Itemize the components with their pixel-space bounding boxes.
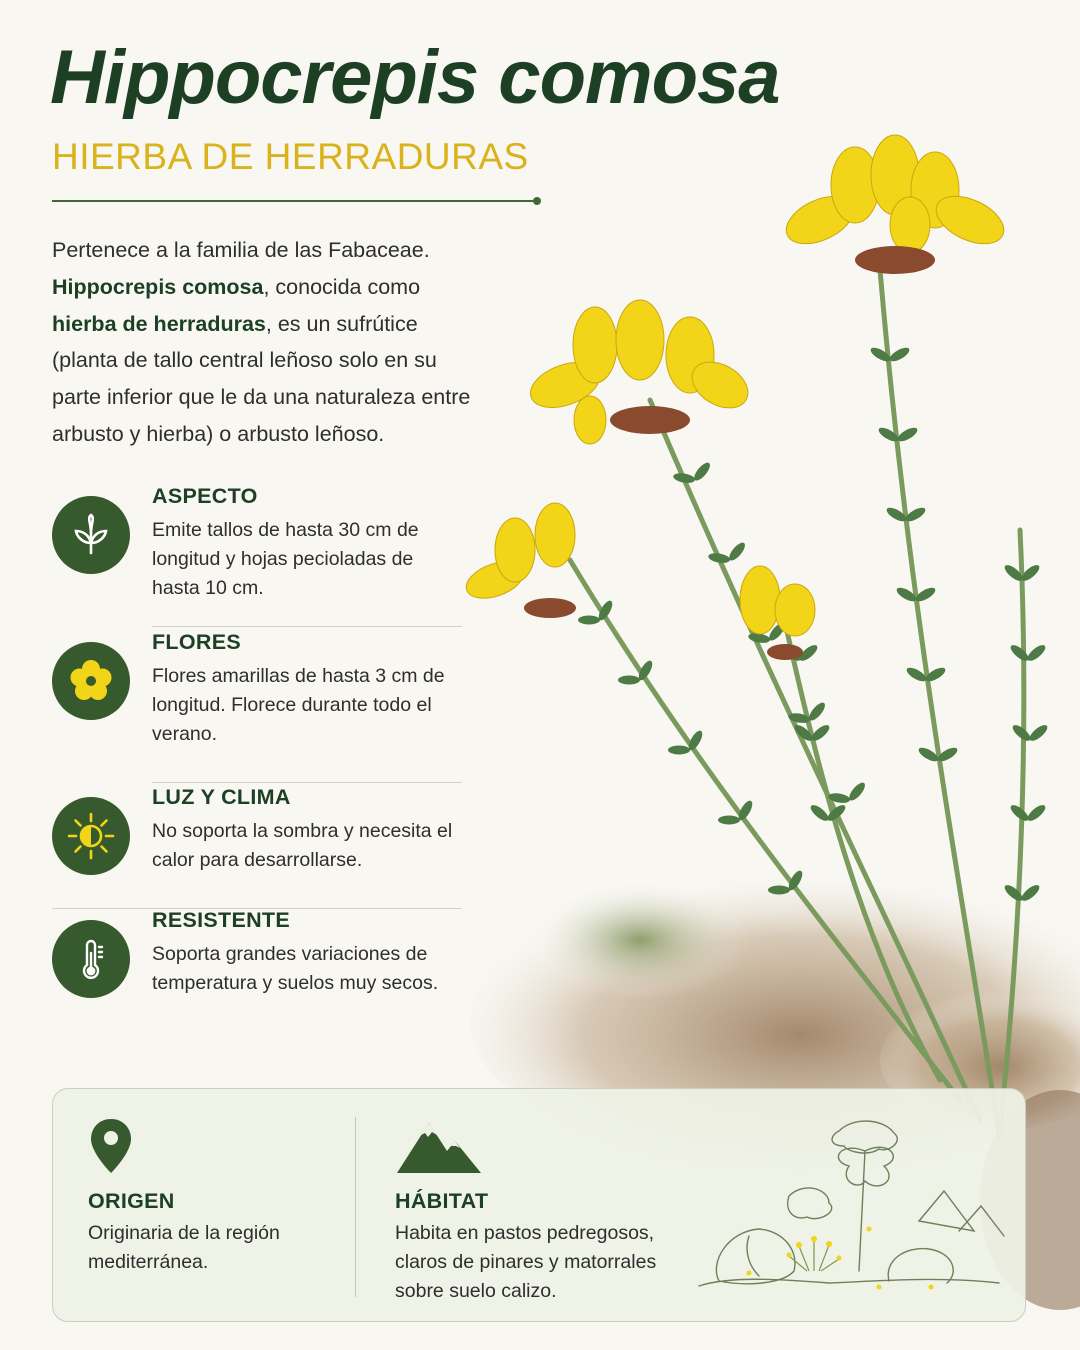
origin-habitat-card (52, 1088, 1026, 1322)
habitat-title: HÁBITAT (395, 1189, 489, 1213)
feature-title: LUZ Y CLIMA (152, 785, 291, 809)
feature-description: Flores amarillas de hasta 3 cm de longitud. Florece durante todo el verano. (152, 665, 445, 745)
flower-icon (52, 642, 130, 720)
habitat-description: Habita en pastos pedregosos, claros de pinares y matorrales sobre suelo calizo. (395, 1222, 657, 1302)
location-pin-icon (89, 1117, 133, 1175)
feature-aspecto (52, 484, 464, 606)
feature-description: Soporta grandes variaciones de temperatura y suelos muy secos. (152, 943, 439, 994)
feature-resistente (52, 908, 464, 1040)
feature-divider (152, 782, 462, 783)
feature-luz-y-clima (52, 785, 464, 887)
feature-divider (152, 626, 462, 627)
feature-title: FLORES (152, 630, 241, 654)
title-divider (52, 200, 538, 202)
page-subtitle: HIERBA DE HERRADURAS (52, 136, 529, 177)
intro-bold-2: hierba de herraduras (52, 311, 266, 336)
card-separator (355, 1117, 356, 1297)
intro-text-2: , conocida como (263, 274, 421, 299)
feature-description: No soporta la sombra y necesita el calor para desarrollarse. (152, 820, 453, 871)
intro-text-1: Pertenece a la familia de las Fabaceae. (52, 238, 430, 262)
sprout-icon (52, 496, 130, 574)
intro-text-3: , es un sufrútice (planta de tallo central leñoso solo en su parte inferior que le da una naturaleza entre arbusto y hierba) o arbusto leñoso. (52, 311, 471, 446)
feature-title: ASPECTO (152, 484, 258, 508)
origin-description: Originaria de la región mediterránea. (88, 1222, 280, 1273)
page-title: Hippocrepis comosa (50, 35, 780, 120)
feature-title: RESISTENTE (152, 908, 290, 932)
thermometer-icon (52, 920, 130, 998)
mountain-icon (395, 1119, 483, 1175)
intro-paragraph (52, 232, 472, 453)
intro-bold-1: Hippocrepis comosa (52, 274, 264, 299)
sun-icon (52, 797, 130, 875)
feature-description: Emite tallos de hasta 30 cm de longitud y hojas pecioladas de hasta 10 cm. (152, 519, 419, 599)
feature-flores (52, 630, 464, 752)
divider-dot (533, 197, 541, 205)
habitat-sketch (689, 1111, 1009, 1311)
origin-title: ORIGEN (88, 1189, 175, 1213)
